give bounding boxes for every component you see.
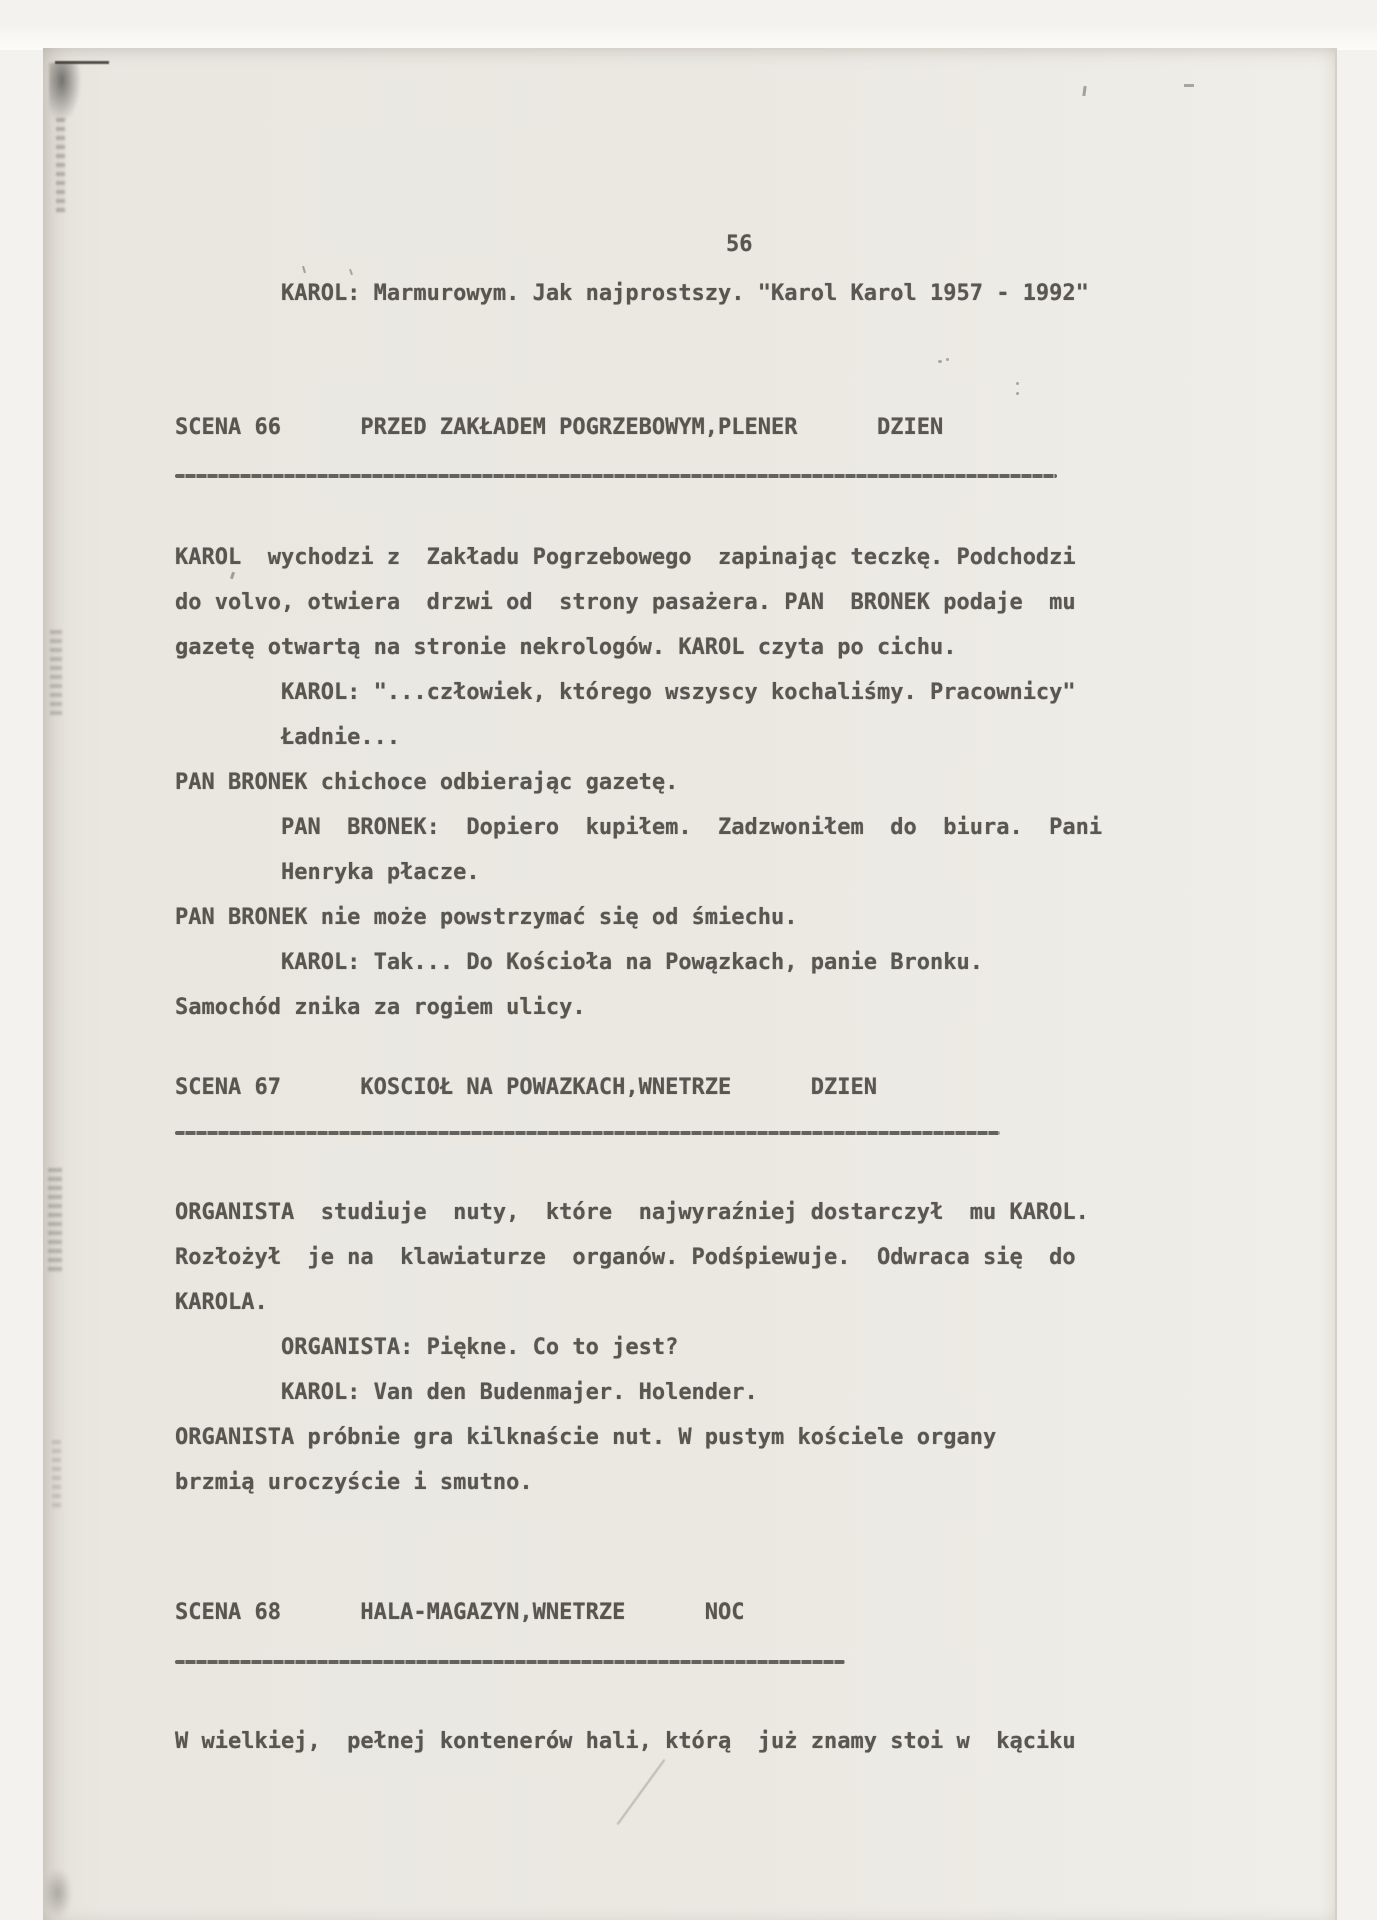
scan-artifact-left-streak bbox=[50, 630, 62, 715]
scan-artifact-corner-smudge bbox=[44, 1868, 72, 1918]
scene-67-line: ORGANISTA studiuje nuty, które najwyraźniej dostarczył mu KAROL. bbox=[175, 1200, 1089, 1225]
scene-66-dialogue-line: KAROL: "...człowiek, którego wszyscy kochaliśmy. Pracownicy" bbox=[175, 680, 1076, 705]
scanner-glare-band bbox=[0, 26, 1377, 50]
scene-66-dialogue-line: KAROL: Tak... Do Kościoła na Powązkach, panie Bronku. bbox=[175, 950, 983, 975]
scene-66-line: PAN BRONEK chichoce odbierając gazetę. bbox=[175, 770, 679, 795]
scene-66-line: PAN BRONEK nie może powstrzymać się od śmiechu. bbox=[175, 905, 798, 930]
scene-66-line: do volvo, otwiera drzwi od strony pasażera. PAN BRONEK podaje mu bbox=[175, 590, 1076, 615]
scene-67-underline bbox=[175, 1131, 1000, 1135]
page-number: 56 bbox=[726, 232, 753, 257]
scan-artifact-colon-mark bbox=[1016, 382, 1019, 385]
scene-67-dialogue-line: KAROL: Van den Budenmajer. Holender. bbox=[175, 1380, 758, 1405]
paper-sheet bbox=[43, 48, 1337, 1920]
scene-67-dialogue-line: ORGANISTA: Piękne. Co to jest? bbox=[175, 1335, 679, 1360]
scene-66-line: gazetę otwartą na stronie nekrologów. KAROL czyta po cichu. bbox=[175, 635, 957, 660]
scan-artifact-dots bbox=[938, 360, 942, 363]
scene-66-underline bbox=[175, 474, 1057, 478]
scene-66-line: Samochód znika za rogiem ulicy. bbox=[175, 995, 586, 1020]
scene-67-line: brzmią uroczyście i smutno. bbox=[175, 1470, 533, 1495]
scene-66-dialogue-line: Henryka płacze. bbox=[175, 860, 480, 885]
scene-67-heading: SCENA 67 KOSCIOŁ NA POWAZKACH,WNETRZE DZIEN bbox=[175, 1075, 877, 1100]
scan-artifact-colon-mark bbox=[1016, 392, 1019, 395]
scan-artifact-left-streak bbox=[56, 118, 65, 213]
scene-67-line: KAROLA. bbox=[175, 1290, 268, 1315]
scan-artifact-topleft-smudge bbox=[49, 63, 81, 121]
scene-67-line: ORGANISTA próbnie gra kilknaście nut. W pustym kościele organy bbox=[175, 1425, 997, 1450]
scan-artifact-left-streak bbox=[52, 1440, 61, 1510]
scene-67-line: Rozłożył je na klawiaturze organów. Podśpiewuje. Odwraca się do bbox=[175, 1245, 1076, 1270]
scan-artifact-dash bbox=[1184, 84, 1194, 87]
opening-dialogue-line: KAROL: Marmurowym. Jak najprostszy. "Karol Karol 1957 - 1992" bbox=[175, 281, 1089, 306]
scene-66-dialogue-line: PAN BRONEK: Dopiero kupiłem. Zadzwoniłem do biura. Pani bbox=[175, 815, 1103, 840]
scan-artifact-dots bbox=[946, 358, 949, 361]
scene-66-dialogue-line: Ładnie... bbox=[175, 725, 401, 750]
scene-66-line: KAROL wychodzi z Zakładu Pogrzebowego zapinając teczkę. Podchodzi bbox=[175, 545, 1076, 570]
scene-66-heading: SCENA 66 PRZED ZAKŁADEM POGRZEBOWYM,PLENER DZIEN bbox=[175, 415, 944, 440]
scan-artifact-left-streak bbox=[48, 1168, 62, 1273]
scene-68-heading: SCENA 68 HALA-MAGAZYN,WNETRZE NOC bbox=[175, 1600, 745, 1625]
scene-68-underline bbox=[175, 1660, 845, 1664]
scene-68-line: W wielkiej, pełnej kontenerów hali, którą już znamy stoi w kąciku bbox=[175, 1729, 1076, 1754]
